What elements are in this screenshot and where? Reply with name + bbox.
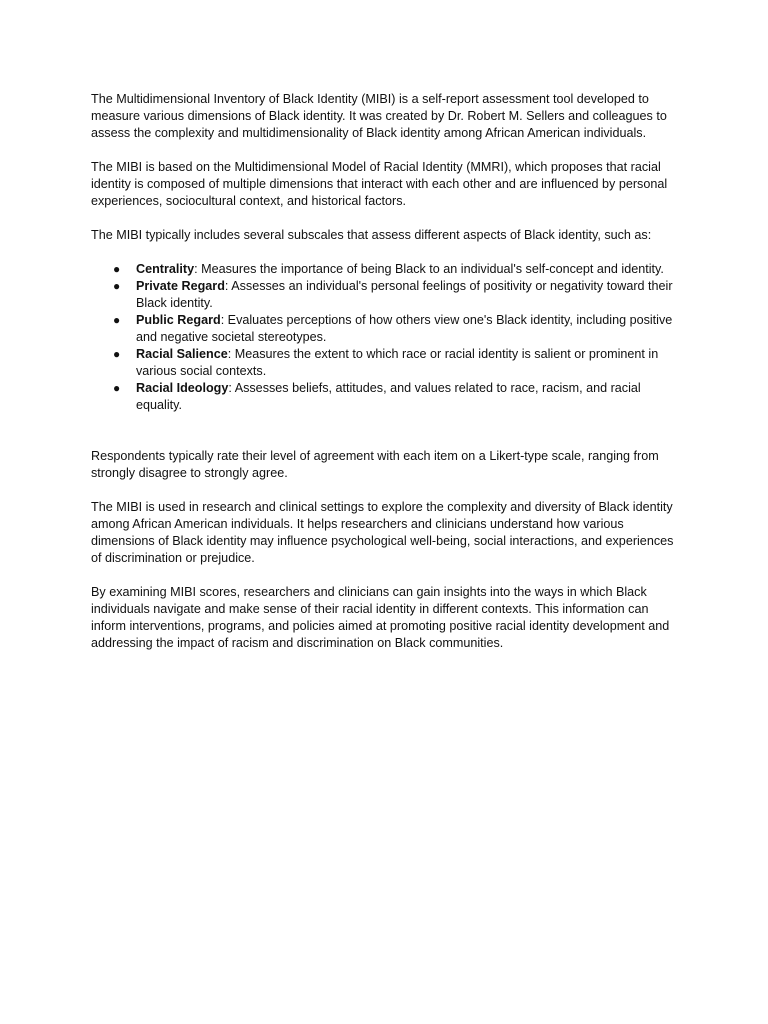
list-item [91,278,683,312]
subscale-description: : Evaluates perceptions of how others view one's Black identity, including positive and negative societal stereotypes. [136,313,673,344]
subscale-list [91,261,683,414]
paragraph-subscales-intro: The MIBI typically includes several subscales that assess different aspects of Black identity, such as: [91,228,652,242]
subscale-description: : Assesses an individual's personal feelings of positivity or negativity toward their Black identity. [136,279,673,310]
subscale-term: Centrality [136,262,195,276]
list-item [91,312,683,346]
subscale-term: Public Regard [136,313,221,327]
subscale-term: Racial Ideology [136,381,229,395]
blank-line [91,431,683,448]
paragraph-insights: By examining MIBI scores, researchers and clinicians can gain insights into the ways in which Black individuals navigate and make sense of their racial identity in different contexts. This information can inform interventions, programs, and policies aimed at promoting positive racial identity development and addressing the impact of racism and discrimination on Black communities. [91,585,670,650]
bullet-icon: ● [113,381,121,395]
bullet-icon: ● [113,313,121,327]
subscale-description: : Assesses beliefs, attitudes, and values related to race, racism, and racial equality. [136,381,641,412]
subscale-term: Racial Salience [136,347,228,361]
paragraph-mmri: The MIBI is based on the Multidimensional Model of Racial Identity (MMRI), which proposes that racial identity is composed of multiple dimensions that interact with each other and are influenced by personal experiences, sociocultural context, and historical factors. [91,160,668,208]
list-item [91,346,683,380]
list-item [91,380,683,414]
paragraph-likert: Respondents typically rate their level of agreement with each item on a Likert-type scale, ranging from strongly disagree to strongly agree. [91,449,659,480]
subscale-description: : Measures the extent to which race or racial identity is salient or prominent in various social contexts. [136,347,659,378]
paragraph-usage: The MIBI is used in research and clinical settings to explore the complexity and diversity of Black identity among African American individuals. It helps researchers and clinicians understand how various dimensions of Black identity may influence psychological well-being, social interactions, and experiences of discrimination or prejudice. [91,500,674,565]
bullet-icon: ● [113,262,121,276]
subscale-description: : Measures the importance of being Black to an individual's self-concept and identity. [194,262,664,276]
paragraph-intro: The Multidimensional Inventory of Black Identity (MIBI) is a self-report assessment tool developed to measure various dimensions of Black identity. It was created by Dr. Robert M. Sellers and colleagues to assess the complexity and multidimensionality of Black identity among African American individuals. [91,92,667,140]
subscale-term: Private Regard [136,279,225,293]
bullet-icon: ● [113,279,121,293]
document-page [91,91,683,669]
bullet-icon: ● [113,347,121,361]
list-item [91,261,683,278]
